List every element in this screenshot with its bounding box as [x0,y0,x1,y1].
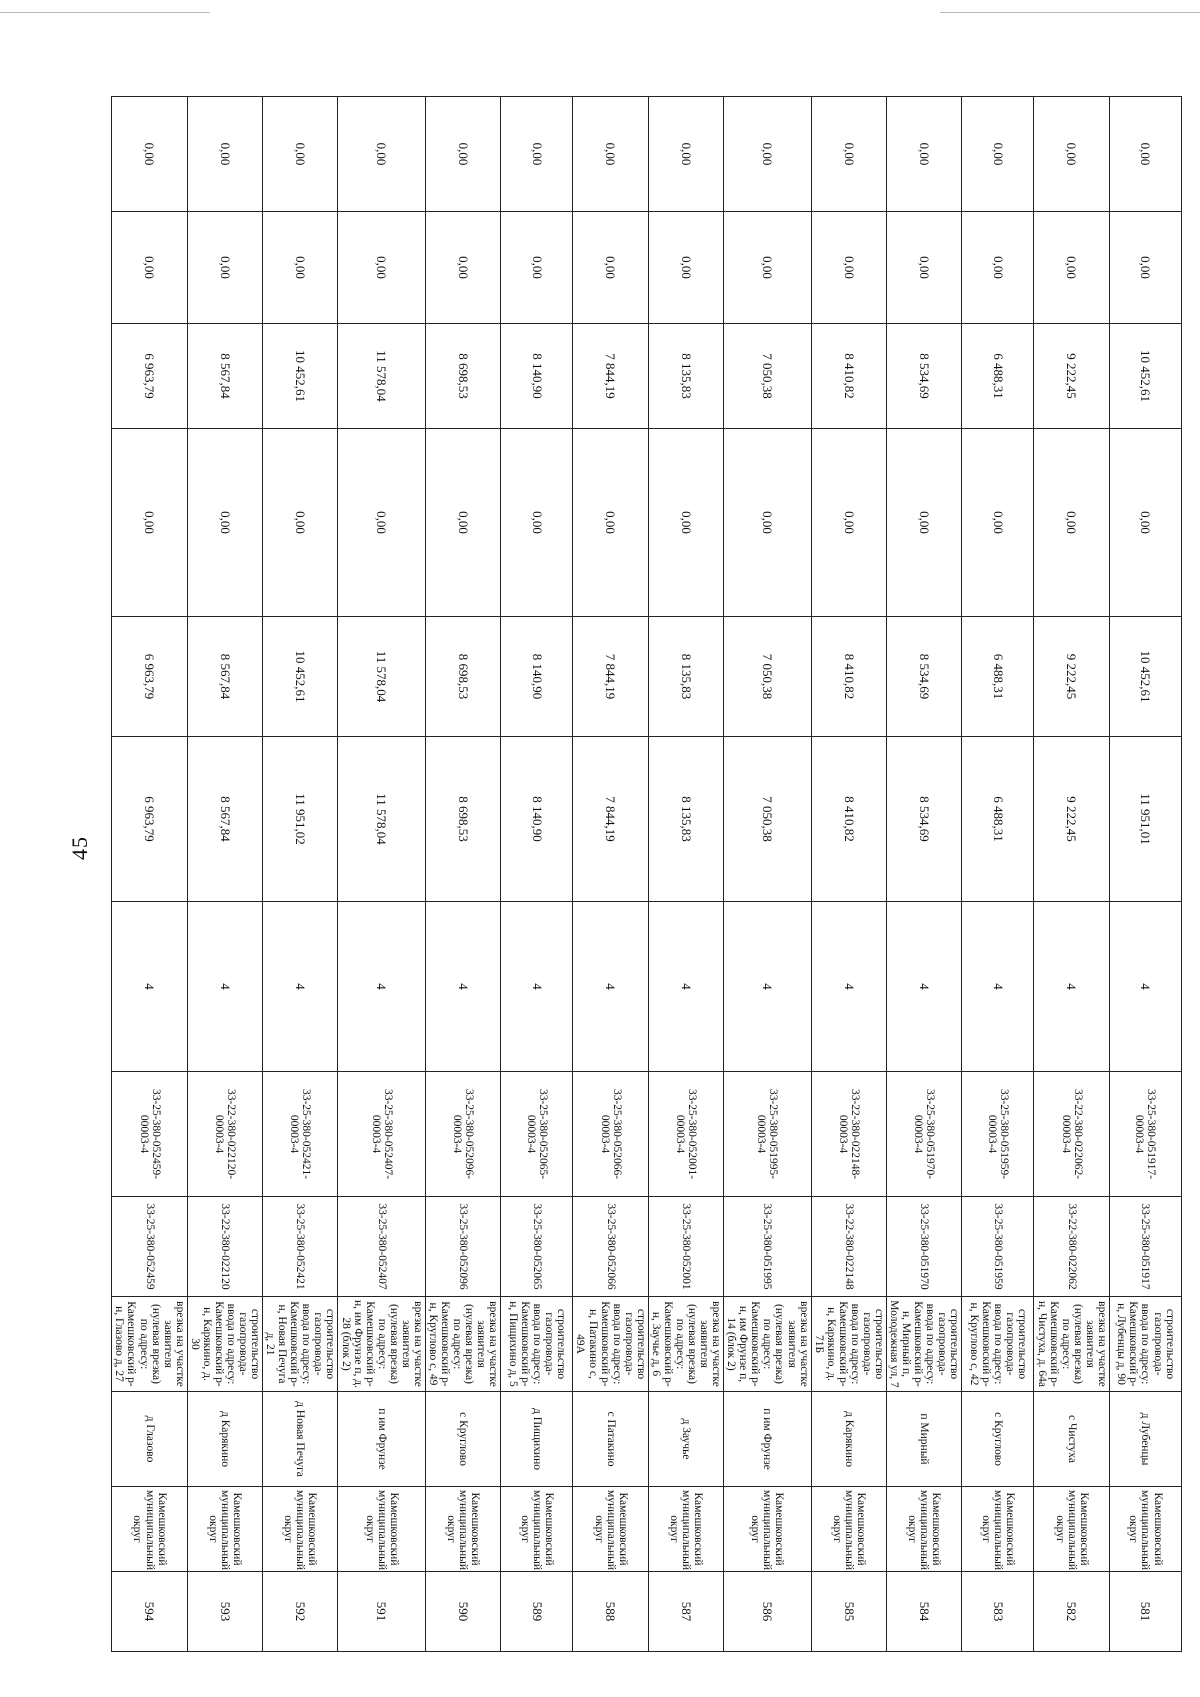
cell-row-number: 586 [724,1572,811,1652]
cell-v5: 0,00 [573,212,648,324]
cell-code-short: 33-25-380-052096 [425,1197,500,1297]
cell-v1: 7 050,38 [724,737,811,902]
cell-district: Камешковский муниципальный округ [886,1487,961,1572]
cell-v1: 8 135,83 [648,737,723,902]
cell-description: строительство газопровода-ввода по адресу: Камешковский р-н, Карякино, д. 71Б [811,1297,886,1392]
cell-code-short: 33-25-380-051917 [1109,1197,1181,1297]
cell-district: Камешковский муниципальный округ [1034,1487,1109,1572]
cell-v2: 6 963,79 [112,617,187,737]
cell-v1: 6 963,79 [112,737,187,902]
cell-v5: 0,00 [338,212,425,324]
cell-description: строительство газопровода-ввода по адресу: Камешковский р-н, Патакино с, 49А [573,1297,648,1392]
cell-code-short: 33-22-380-022062 [1034,1197,1109,1297]
cell-description: строительство газопровода-ввода по адресу: Камешковский р-н, Круглово с, 42 [962,1297,1034,1392]
cell-settlement: с Круглово [962,1392,1034,1487]
cell-row-number: 581 [1109,1572,1181,1652]
cell-v1: 8 567,84 [187,737,262,902]
cell-category: 4 [811,902,886,1072]
cell-v2: 8 135,83 [648,617,723,737]
cell-row-number: 589 [501,1572,573,1652]
cell-category: 4 [1034,902,1109,1072]
cell-v1: 11 951,02 [263,737,338,902]
cell-category: 4 [573,902,648,1072]
cell-v2: 8 698,53 [425,617,500,737]
cell-district: Камешковский муниципальный округ [1109,1487,1181,1572]
cell-v2: 11 578,04 [338,617,425,737]
cell-settlement: д Пищихино [501,1392,573,1487]
cell-v4: 10 452,61 [263,324,338,429]
cell-settlement: д Заучье [648,1392,723,1487]
cell-v4: 6 963,79 [112,324,187,429]
cell-v5: 0,00 [501,212,573,324]
scan-edge-line [940,12,1200,13]
cell-code-full: 33-25-380-052001-00003-4 [648,1072,723,1197]
cell-description: строительство газопровода-ввода по адресу: Камешковский р-н, Новая Печуга д, 21 [263,1297,338,1392]
cell-v1: 8 140,90 [501,737,573,902]
cell-v2: 8 140,90 [501,617,573,737]
table-row [112,97,187,1652]
cell-code-short: 33-25-380-052001 [648,1197,723,1297]
cell-settlement: д Глазово [112,1392,187,1487]
table-row [1034,97,1109,1652]
cell-v2: 10 452,61 [1109,617,1181,737]
cell-v5: 0,00 [425,212,500,324]
cell-code-short: 33-25-380-051959 [962,1197,1034,1297]
cell-v5: 0,00 [811,212,886,324]
cell-v6: 0,00 [187,97,262,212]
cell-v2: 8 567,84 [187,617,262,737]
cell-v4: 8 140,90 [501,324,573,429]
cell-v1: 11 578,04 [338,737,425,902]
cell-v5: 0,00 [962,212,1034,324]
cell-district: Камешковский муниципальный округ [263,1487,338,1572]
table-row [962,97,1034,1652]
cell-description: врезка на участке заявителя (нулевая врезка) по адресу: Камешковский р-н, им Фрунзе п, д. 28 (блок 2) [338,1297,425,1392]
cell-code-full: 33-25-380-051917-00003-4 [1109,1072,1181,1197]
cell-code-full: 33-22-380-022120-00003-4 [187,1072,262,1197]
cell-code-full: 33-22-380-022148-00003-4 [811,1072,886,1197]
cell-v1: 9 222,45 [1034,737,1109,902]
cell-category: 4 [724,902,811,1072]
cell-v6: 0,00 [573,97,648,212]
cell-v5: 0,00 [1109,212,1181,324]
cell-code-full: 33-25-380-052459-00003-4 [112,1072,187,1197]
cell-category: 4 [501,902,573,1072]
cell-v6: 0,00 [425,97,500,212]
cell-v3: 0,00 [886,429,961,617]
cell-district: Камешковский муниципальный округ [811,1487,886,1572]
cell-settlement: п Мирный [886,1392,961,1487]
page-number: 45 [67,836,92,860]
table-row [724,97,811,1652]
cell-code-full: 33-25-380-052065-00003-4 [501,1072,573,1197]
cell-district: Камешковский муниципальный округ [425,1487,500,1572]
cell-v4: 7 050,38 [724,324,811,429]
cell-district: Камешковский муниципальный округ [501,1487,573,1572]
cell-v6: 0,00 [1034,97,1109,212]
cell-v3: 0,00 [338,429,425,617]
cell-row-number: 584 [886,1572,961,1652]
cell-code-full: 33-25-380-052066-00003-4 [573,1072,648,1197]
cell-v3: 0,00 [187,429,262,617]
cell-v4: 8 135,83 [648,324,723,429]
cell-v3: 0,00 [112,429,187,617]
table-row [425,97,500,1652]
cell-description: строительство газопровода-ввода по адресу: Камешковский р-н, Мирный п, Молодежная ул, 7 [886,1297,961,1392]
cell-v4: 8 534,69 [886,324,961,429]
cell-v6: 0,00 [1109,97,1181,212]
cell-category: 4 [425,902,500,1072]
cell-category: 4 [962,902,1034,1072]
cell-code-short: 33-25-380-052066 [573,1197,648,1297]
table-row [338,97,425,1652]
cell-v3: 0,00 [573,429,648,617]
table-row [811,97,886,1652]
cell-v4: 10 452,61 [1109,324,1181,429]
cell-v4: 8 567,84 [187,324,262,429]
cell-row-number: 582 [1034,1572,1109,1652]
data-table [111,96,1182,1652]
cell-v6: 0,00 [501,97,573,212]
cell-v2: 8 410,82 [811,617,886,737]
cell-code-full: 33-25-380-051970-00003-4 [886,1072,961,1197]
cell-code-short: 33-25-380-052407 [338,1197,425,1297]
cell-v6: 0,00 [811,97,886,212]
cell-district: Камешковский муниципальный округ [573,1487,648,1572]
cell-row-number: 587 [648,1572,723,1652]
scan-edge-line [0,12,210,13]
cell-v3: 0,00 [724,429,811,617]
cell-code-short: 33-22-380-022148 [811,1197,886,1297]
cell-settlement: с Чистуха [1034,1392,1109,1487]
cell-description: строительство газопровода-ввода по адресу: Камешковский р-н, Лубенцы д, 90 [1109,1297,1181,1392]
cell-v3: 0,00 [1109,429,1181,617]
cell-code-full: 33-25-380-052096-00003-4 [425,1072,500,1197]
cell-settlement: п им Фрунзе [338,1392,425,1487]
cell-v3: 0,00 [648,429,723,617]
cell-v1: 7 844,19 [573,737,648,902]
cell-district: Камешковский муниципальный округ [338,1487,425,1572]
cell-v1: 11 951,01 [1109,737,1181,902]
cell-settlement: с Патакино [573,1392,648,1487]
cell-code-full: 33-25-380-051959-00003-4 [962,1072,1034,1197]
table-row [187,97,262,1652]
cell-code-short: 33-25-380-052065 [501,1197,573,1297]
cell-v5: 0,00 [263,212,338,324]
cell-row-number: 594 [112,1572,187,1652]
cell-district: Камешковский муниципальный округ [112,1487,187,1572]
cell-settlement: п им Фрунзе [724,1392,811,1487]
cell-v5: 0,00 [187,212,262,324]
cell-v3: 0,00 [962,429,1034,617]
cell-category: 4 [112,902,187,1072]
cell-category: 4 [263,902,338,1072]
cell-settlement: с Круглово [425,1392,500,1487]
cell-v5: 0,00 [1034,212,1109,324]
cell-code-full: 33-25-380-051995-00003-4 [724,1072,811,1197]
cell-v6: 0,00 [263,97,338,212]
cell-v3: 0,00 [1034,429,1109,617]
cell-v3: 0,00 [425,429,500,617]
cell-code-full: 33-22-380-022062-00003-4 [1034,1072,1109,1197]
table-wrapper [113,96,1182,1651]
cell-code-full: 33-25-380-052421-00003-4 [263,1072,338,1197]
cell-v4: 6 488,31 [962,324,1034,429]
cell-row-number: 592 [263,1572,338,1652]
cell-district: Камешковский муниципальный округ [648,1487,723,1572]
cell-description: врезка на участке заявителя (нулевая врезка) по адресу: Камешковский р-н, Чистуха, д. 64а [1034,1297,1109,1392]
cell-description: строительство газопровода-ввода по адресу: Камешковский р-н, Карякино, д. 30 [187,1297,262,1392]
cell-v5: 0,00 [648,212,723,324]
cell-row-number: 583 [962,1572,1034,1652]
cell-district: Камешковский муниципальный округ [962,1487,1034,1572]
cell-v6: 0,00 [886,97,961,212]
cell-settlement: д Новая Печуга [263,1392,338,1487]
cell-v1: 6 488,31 [962,737,1034,902]
cell-v2: 8 534,69 [886,617,961,737]
cell-description: строительство газопровода-ввода по адресу: Камешковский р-н, Пищихино д, 5 [501,1297,573,1392]
cell-v2: 7 844,19 [573,617,648,737]
cell-v6: 0,00 [724,97,811,212]
cell-category: 4 [1109,902,1181,1072]
cell-district: Камешковский муниципальный округ [187,1487,262,1572]
cell-v1: 8 698,53 [425,737,500,902]
cell-v2: 7 050,38 [724,617,811,737]
table-row [501,97,573,1652]
cell-code-short: 33-25-380-051995 [724,1197,811,1297]
cell-code-short: 33-22-380-022120 [187,1197,262,1297]
cell-v4: 7 844,19 [573,324,648,429]
cell-v5: 0,00 [112,212,187,324]
cell-settlement: д Лубенцы [1109,1392,1181,1487]
cell-description: врезка на участке заявителя (нулевая врезка) по адресу: Камешковский р-н, Заучье д, 6 [648,1297,723,1392]
cell-code-full: 33-25-380-052407-00003-4 [338,1072,425,1197]
cell-v3: 0,00 [263,429,338,617]
cell-code-short: 33-25-380-052421 [263,1197,338,1297]
cell-v1: 8 410,82 [811,737,886,902]
cell-settlement: д Карякино [187,1392,262,1487]
cell-v2: 9 222,45 [1034,617,1109,737]
cell-category: 4 [886,902,961,1072]
cell-row-number: 590 [425,1572,500,1652]
cell-v5: 0,00 [886,212,961,324]
cell-category: 4 [187,902,262,1072]
cell-row-number: 588 [573,1572,648,1652]
cell-row-number: 593 [187,1572,262,1652]
cell-v4: 8 410,82 [811,324,886,429]
cell-v4: 9 222,45 [1034,324,1109,429]
cell-v1: 8 534,69 [886,737,961,902]
cell-description: врезка на участке заявителя (нулевая врезка) по адресу: Камешковский р-н, Круглово с, 49 [425,1297,500,1392]
cell-v4: 11 578,04 [338,324,425,429]
table-row [886,97,961,1652]
cell-v3: 0,00 [501,429,573,617]
cell-v2: 6 488,31 [962,617,1034,737]
cell-description: врезка на участке заявителя (нулевая врезка) по адресу: Камешковский р-н, Глазово д, 27 [112,1297,187,1392]
cell-settlement: д Карякино [811,1392,886,1487]
cell-row-number: 585 [811,1572,886,1652]
cell-v6: 0,00 [648,97,723,212]
cell-code-short: 33-25-380-052459 [112,1197,187,1297]
cell-v6: 0,00 [962,97,1034,212]
cell-v5: 0,00 [724,212,811,324]
cell-v6: 0,00 [112,97,187,212]
table-row [573,97,648,1652]
cell-v2: 10 452,61 [263,617,338,737]
cell-v3: 0,00 [811,429,886,617]
cell-category: 4 [648,902,723,1072]
cell-v4: 8 698,53 [425,324,500,429]
table-row [648,97,723,1652]
cell-v6: 0,00 [338,97,425,212]
cell-district: Камешковский муниципальный округ [724,1487,811,1572]
table-row [263,97,338,1652]
cell-description: врезка на участке заявителя (нулевая врезка) по адресу: Камешковский р-н, им Фрунзе п, 14 (блок 2) [724,1297,811,1392]
cell-row-number: 591 [338,1572,425,1652]
table-row [1109,97,1181,1652]
cell-code-short: 33-25-380-051970 [886,1197,961,1297]
cell-category: 4 [338,902,425,1072]
